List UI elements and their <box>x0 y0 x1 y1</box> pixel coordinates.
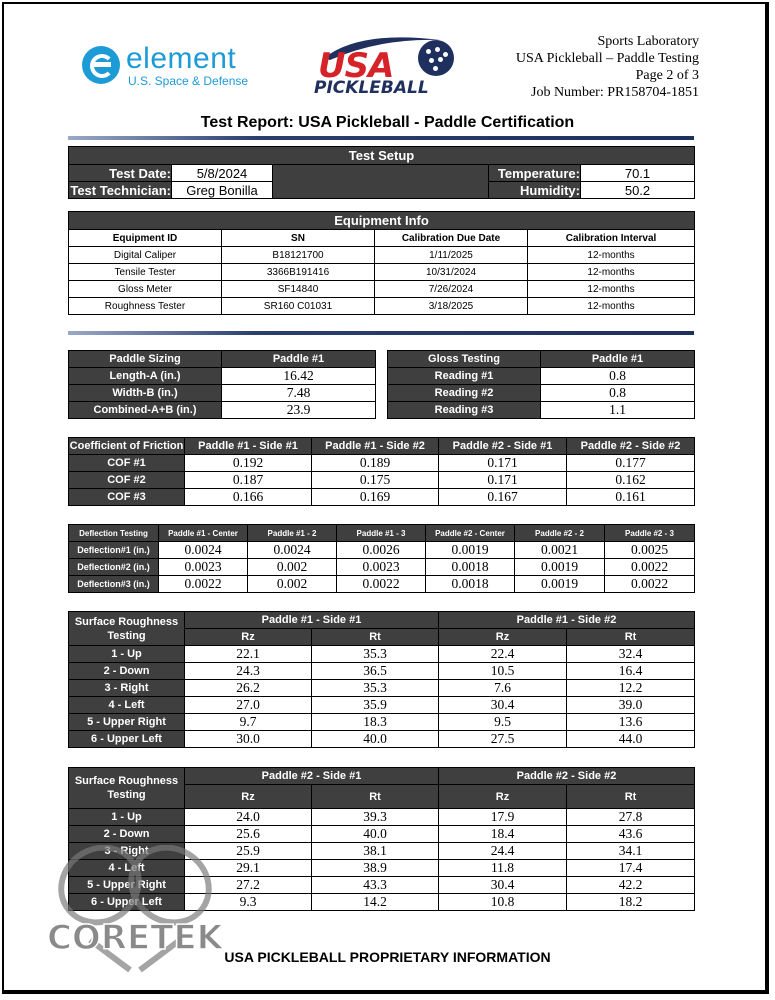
roughness-value: 16.4 <box>567 663 695 680</box>
roughness-value: 40.0 <box>312 826 439 843</box>
cof-value: 0.189 <box>312 455 439 472</box>
humidity-label: Humidity: <box>489 182 581 199</box>
roughness-value: 35.3 <box>312 646 439 663</box>
table-row <box>69 809 695 826</box>
sizing-header: Paddle Sizing <box>69 351 222 368</box>
equipment-cell: 7/26/2024 <box>375 281 528 298</box>
footer-proprietary: USA PICKLEBALL PROPRIETARY INFORMATION <box>224 949 551 965</box>
roughness-value: 27.2 <box>185 877 312 894</box>
paddle-sizing-table <box>68 350 376 419</box>
table-row <box>69 542 695 559</box>
gloss-testing-table <box>387 350 695 419</box>
roughness-value: 42.2 <box>567 877 695 894</box>
cof-value: 0.175 <box>312 472 439 489</box>
deflection-value: 0.0025 <box>605 542 695 559</box>
temperature-label: Temperature: <box>489 165 581 182</box>
cof-value: 0.162 <box>567 472 695 489</box>
equipment-cell: B18121700 <box>222 247 375 264</box>
table-row <box>69 663 695 680</box>
roughness-value: 24.0 <box>185 809 312 826</box>
cof-value: 0.161 <box>567 489 695 506</box>
roughness-value: 11.8 <box>439 860 567 877</box>
equipment-cell: SR160 C01031 <box>222 298 375 315</box>
roughness-value: 29.1 <box>185 860 312 877</box>
roughness-value: 10.5 <box>439 663 567 680</box>
table-row <box>69 559 695 576</box>
equipment-col-header: SN <box>222 230 375 247</box>
equipment-cell: 12-months <box>528 298 695 315</box>
roughness-value: 38.9 <box>312 860 439 877</box>
roughness-row-label: 3 - Right <box>69 843 185 860</box>
equipment-cell: 1/11/2025 <box>375 247 528 264</box>
pickleball-icon <box>418 40 454 76</box>
coretek-text: CORETEK <box>46 918 224 958</box>
roughness-row-label: 2 - Down <box>69 663 185 680</box>
deflection-header: Paddle #2 - 2 <box>515 525 605 542</box>
table-row <box>69 731 695 748</box>
roughness-value: 35.3 <box>312 680 439 697</box>
report-title: Test Report: USA Pickleball - Paddle Certification <box>200 114 575 131</box>
gloss-value: 0.8 <box>541 368 695 385</box>
job-number: Job Number: PR158704-1851 <box>531 85 699 100</box>
cof-value: 0.169 <box>312 489 439 506</box>
deflection-table <box>68 524 695 593</box>
roughness-side-header: Paddle #2 - Side #2 <box>439 768 695 785</box>
usa-logo-word: USA <box>318 46 394 86</box>
table-row <box>69 298 695 315</box>
equipment-cell: 10/31/2024 <box>375 264 528 281</box>
equipment-cell: Roughness Tester <box>69 298 222 315</box>
roughness-value: 13.6 <box>567 714 695 731</box>
element-logo-name: element <box>126 42 237 75</box>
sizing-row-label: Combined-A+B (in.) <box>69 402 222 419</box>
table-row <box>69 472 695 489</box>
equipment-cell: 12-months <box>528 264 695 281</box>
roughness-sub-header: Rt <box>312 629 439 646</box>
roughness-value: 39.3 <box>312 809 439 826</box>
equipment-cell: 3/18/2025 <box>375 298 528 315</box>
gloss-header: Paddle #1 <box>541 351 695 368</box>
deflection-row-label: Deflection#2 (in.) <box>69 559 159 576</box>
roughness-value: 26.2 <box>185 680 312 697</box>
roughness-value: 39.0 <box>567 697 695 714</box>
deflection-value: 0.0019 <box>426 542 515 559</box>
equipment-cell: SF14840 <box>222 281 375 298</box>
deflection-value: 0.0022 <box>605 576 695 593</box>
equipment-table <box>68 211 695 315</box>
cof-header: Paddle #2 - Side #2 <box>567 438 695 455</box>
roughness-row-label: 4 - Left <box>69 860 185 877</box>
cof-value: 0.192 <box>185 455 312 472</box>
equipment-cell: Tensile Tester <box>69 264 222 281</box>
equipment-col-header: Equipment ID <box>69 230 222 247</box>
roughness-row-label: 3 - Right <box>69 680 185 697</box>
roughness-row-label: 6 - Upper Left <box>69 731 185 748</box>
report-subject: USA Pickleball – Paddle Testing <box>515 51 699 66</box>
roughness-row-label: 6 - Upper Left <box>69 894 185 911</box>
roughness-row-label: 1 - Up <box>69 809 185 826</box>
table-row <box>69 368 376 385</box>
sizing-header: Paddle #1 <box>222 351 376 368</box>
gloss-row-label: Reading #3 <box>388 402 541 419</box>
sizing-value: 7.48 <box>222 385 376 402</box>
table-row <box>69 264 695 281</box>
roughness-sub-header: Rt <box>567 629 695 646</box>
cof-value: 0.171 <box>439 455 567 472</box>
deflection-value: 0.0018 <box>426 559 515 576</box>
deflection-header: Paddle #1 - 3 <box>337 525 426 542</box>
roughness-value: 30.4 <box>439 877 567 894</box>
roughness-value: 34.1 <box>567 843 695 860</box>
table-row <box>388 368 695 385</box>
deflection-value: 0.0023 <box>337 559 426 576</box>
roughness-value: 14.2 <box>312 894 439 911</box>
table-row <box>69 455 695 472</box>
pickleball-logo-word: PICKLEBALL <box>314 78 429 98</box>
cof-value: 0.187 <box>185 472 312 489</box>
deflection-value: 0.0019 <box>515 559 605 576</box>
deflection-value: 0.002 <box>248 559 337 576</box>
deflection-value: 0.0021 <box>515 542 605 559</box>
gloss-value: 1.1 <box>541 402 695 419</box>
roughness-value: 25.9 <box>185 843 312 860</box>
deflection-header: Paddle #1 - 2 <box>248 525 337 542</box>
cof-value: 0.177 <box>567 455 695 472</box>
gloss-row-label: Reading #2 <box>388 385 541 402</box>
table-row <box>69 646 695 663</box>
sizing-row-label: Width-B (in.) <box>69 385 222 402</box>
deflection-header: Paddle #2 - Center <box>426 525 515 542</box>
roughness-value: 38.1 <box>312 843 439 860</box>
roughness-value: 27.0 <box>185 697 312 714</box>
deflection-value: 0.002 <box>248 576 337 593</box>
roughness-value: 43.3 <box>312 877 439 894</box>
roughness-sub-header: Rt <box>312 785 439 809</box>
deflection-row-label: Deflection#1 (in.) <box>69 542 159 559</box>
roughness-value: 10.8 <box>439 894 567 911</box>
deflection-value: 0.0023 <box>159 559 248 576</box>
sizing-row-label: Length-A (in.) <box>69 368 222 385</box>
table-row <box>69 247 695 264</box>
table-row <box>69 385 376 402</box>
roughness-value: 36.5 <box>312 663 439 680</box>
equipment-cell: Digital Caliper <box>69 247 222 264</box>
cof-row-label: COF #1 <box>69 455 185 472</box>
roughness-sub-header: Rt <box>567 785 695 809</box>
roughness-value: 35.9 <box>312 697 439 714</box>
deflection-value: 0.0024 <box>248 542 337 559</box>
roughness-value: 17.4 <box>567 860 695 877</box>
divider <box>68 136 694 140</box>
cof-header: Paddle #1 - Side #1 <box>185 438 312 455</box>
roughness-value: 27.8 <box>567 809 695 826</box>
equipment-heading: Equipment Info <box>69 212 695 230</box>
equipment-col-header: Calibration Interval <box>528 230 695 247</box>
table-row <box>69 826 695 843</box>
roughness-value: 25.6 <box>185 826 312 843</box>
cof-header: Paddle #2 - Side #1 <box>439 438 567 455</box>
roughness-value: 44.0 <box>567 731 695 748</box>
roughness-value: 32.4 <box>567 646 695 663</box>
roughness-row-label: 1 - Up <box>69 646 185 663</box>
divider <box>68 331 694 335</box>
temperature-value: 70.1 <box>581 165 695 182</box>
table-row <box>69 576 695 593</box>
equipment-col-header: Calibration Due Date <box>375 230 528 247</box>
sizing-value: 23.9 <box>222 402 376 419</box>
cof-value: 0.171 <box>439 472 567 489</box>
roughness-value: 30.0 <box>185 731 312 748</box>
setup-spacer <box>273 165 489 199</box>
element-logo-subtitle: U.S. Space & Defense <box>128 74 249 88</box>
roughness-value: 22.4 <box>439 646 567 663</box>
roughness-value: 9.5 <box>439 714 567 731</box>
element-logo-icon <box>82 46 120 84</box>
deflection-header: Paddle #2 - 3 <box>605 525 695 542</box>
roughness-label: Surface Roughness Testing <box>69 612 185 646</box>
roughness-value: 30.4 <box>439 697 567 714</box>
test-setup-table <box>68 146 695 199</box>
deflection-value: 0.0026 <box>337 542 426 559</box>
cof-header: Paddle #1 - Side #2 <box>312 438 439 455</box>
cof-row-label: COF #3 <box>69 489 185 506</box>
roughness-value: 9.7 <box>185 714 312 731</box>
report-header-info <box>516 33 699 101</box>
deflection-row-label: Deflection#3 (in.) <box>69 576 159 593</box>
roughness-row-label: 5 - Upper Right <box>69 877 185 894</box>
equipment-cell: 12-months <box>528 247 695 264</box>
roughness-value: 12.2 <box>567 680 695 697</box>
roughness-row-label: 4 - Left <box>69 697 185 714</box>
table-row <box>69 714 695 731</box>
test-setup-heading: Test Setup <box>69 147 695 165</box>
roughness-value: 7.6 <box>439 680 567 697</box>
roughness-value: 43.6 <box>567 826 695 843</box>
table-row <box>69 281 695 298</box>
humidity-value: 50.2 <box>581 182 695 199</box>
roughness-value: 18.3 <box>312 714 439 731</box>
gloss-header: Gloss Testing <box>388 351 541 368</box>
roughness-side-header: Paddle #2 - Side #1 <box>185 768 439 785</box>
roughness-value: 27.5 <box>439 731 567 748</box>
cof-header: Coefficient of Friction <box>69 438 185 455</box>
deflection-value: 0.0022 <box>159 576 248 593</box>
usa-pickleball-logo <box>312 32 462 100</box>
technician-value: Greg Bonilla <box>172 182 273 199</box>
equipment-cell: Gloss Meter <box>69 281 222 298</box>
cof-table <box>68 437 695 506</box>
roughness-value: 22.1 <box>185 646 312 663</box>
roughness-value: 18.4 <box>439 826 567 843</box>
roughness-table-paddle1 <box>68 611 695 748</box>
sizing-value: 16.42 <box>222 368 376 385</box>
deflection-header: Paddle #1 - Center <box>159 525 248 542</box>
deflection-value: 0.0022 <box>337 576 426 593</box>
table-row <box>69 697 695 714</box>
roughness-side-header: Paddle #1 - Side #1 <box>185 612 439 629</box>
element-logo <box>82 42 262 92</box>
table-row <box>69 402 376 419</box>
table-row <box>69 489 695 506</box>
equipment-cell: 12-months <box>528 281 695 298</box>
cof-value: 0.166 <box>185 489 312 506</box>
roughness-sub-header: Rz <box>185 629 312 646</box>
roughness-sub-header: Rz <box>185 785 312 809</box>
gloss-value: 0.8 <box>541 385 695 402</box>
table-row <box>388 385 695 402</box>
roughness-value: 40.0 <box>312 731 439 748</box>
roughness-row-label: 2 - Down <box>69 826 185 843</box>
test-date-value: 5/8/2024 <box>172 165 273 182</box>
roughness-sub-header: Rz <box>439 629 567 646</box>
deflection-value: 0.0022 <box>605 559 695 576</box>
roughness-label: Surface Roughness Testing <box>69 768 185 809</box>
cof-row-label: COF #2 <box>69 472 185 489</box>
gloss-row-label: Reading #1 <box>388 368 541 385</box>
roughness-value: 18.2 <box>567 894 695 911</box>
roughness-value: 24.3 <box>185 663 312 680</box>
roughness-row-label: 5 - Upper Right <box>69 714 185 731</box>
deflection-value: 0.0018 <box>426 576 515 593</box>
technician-label: Test Technician: <box>70 182 171 198</box>
lab-name: Sports Laboratory <box>597 34 699 49</box>
equipment-cell: 3366B191416 <box>222 264 375 281</box>
cof-value: 0.167 <box>439 489 567 506</box>
table-row <box>69 680 695 697</box>
roughness-value: 17.9 <box>439 809 567 826</box>
roughness-sub-header: Rz <box>439 785 567 809</box>
test-date-label: Test Date: <box>69 165 172 182</box>
roughness-value: 24.4 <box>439 843 567 860</box>
page-number: Page 2 of 3 <box>635 68 699 83</box>
deflection-value: 0.0019 <box>515 576 605 593</box>
roughness-value: 9.3 <box>185 894 312 911</box>
deflection-value: 0.0024 <box>159 542 248 559</box>
deflection-header: Deflection Testing <box>69 525 159 542</box>
roughness-side-header: Paddle #1 - Side #2 <box>439 612 695 629</box>
table-row <box>388 402 695 419</box>
